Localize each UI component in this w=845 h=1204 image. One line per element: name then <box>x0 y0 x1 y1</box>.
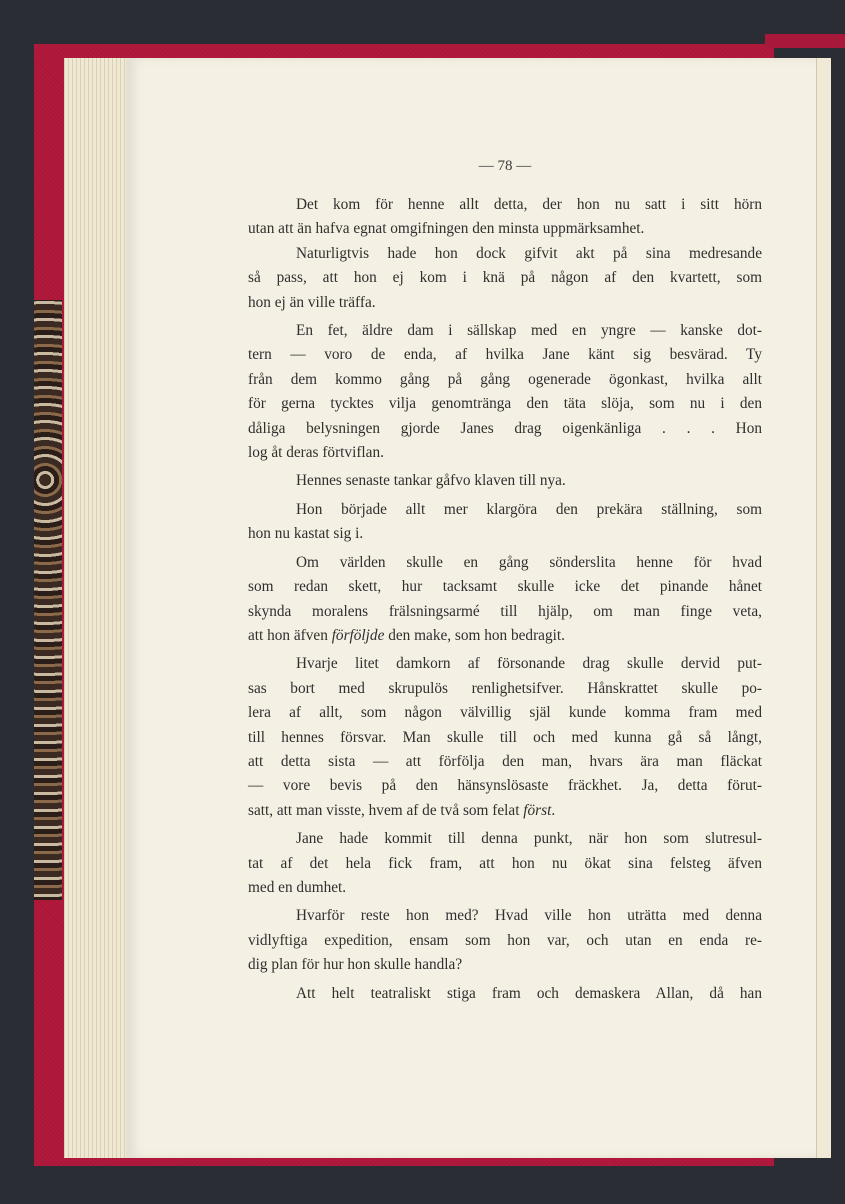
text-segment: log åt deras förtviflan. <box>248 444 384 462</box>
text-segment: skynda moralens frälsningsarmé till hjälp, om man finge veta, <box>248 602 762 620</box>
text-segment: för gerna tycktes vilja genomtränga den täta slöja, som nu i den <box>248 395 762 413</box>
text-line <box>248 441 762 465</box>
text-line <box>248 852 762 876</box>
paragraph <box>248 827 762 900</box>
text-line <box>248 904 762 928</box>
paragraph <box>248 551 762 649</box>
text-segment: Att helt teatraliskt stiga fram och demaskera Allan, då han <box>296 984 762 1002</box>
text-line <box>248 575 762 599</box>
text-line <box>248 953 762 977</box>
marbled-endpaper <box>34 300 62 900</box>
emphasized-text: först <box>523 801 552 819</box>
text-line <box>248 799 762 823</box>
text-line <box>248 368 762 392</box>
next-page-edge <box>816 58 831 1158</box>
paragraph <box>248 982 762 1006</box>
text-line <box>248 701 762 725</box>
text-segment: att detta sista — att förfölja den man, hvars ära man fläckat <box>248 752 762 770</box>
emphasized-text: förföljde <box>331 626 385 644</box>
text-segment: Jane hade kommit till denna punkt, när hon som slutresul- <box>296 830 762 848</box>
text-line <box>248 876 762 900</box>
text-line <box>248 750 762 774</box>
text-line <box>248 774 762 798</box>
text-segment: Hvarför reste hon med? Hvad ville hon uträtta med denna <box>296 907 762 925</box>
text-line <box>248 929 762 953</box>
text-segment: satt, att man visste, hvem af de två som felat <box>248 801 524 819</box>
text-line <box>248 343 762 367</box>
text-line <box>248 982 762 1006</box>
text-segment: till hennes försvar. Man skulle till och med kunna gå så långt, <box>248 728 762 746</box>
text-segment: Hennes senaste tankar gåfvo klaven till nya. <box>296 472 566 490</box>
text-segment: Hvarje litet damkorn af försonande drag skulle dervid put- <box>296 655 762 673</box>
paragraph <box>248 319 762 465</box>
text-line <box>248 319 762 343</box>
text-line <box>248 677 762 701</box>
text-segment: Hon började allt mer klargöra den prekära ställning, som <box>296 500 762 518</box>
text-segment: En fet, äldre dam i sällskap med en yngre — kanske dot- <box>296 322 762 340</box>
paragraph <box>248 652 762 823</box>
text-segment: vidlyftiga expedition, ensam som hon var, och utan en enda re- <box>248 931 762 949</box>
text-segment: tat af det hela fick fram, att hon nu ökat sina felsteg äfven <box>248 854 762 872</box>
text-line <box>248 624 762 648</box>
text-segment: som redan skett, hur tacksamt skulle icke det pinande hånet <box>248 578 762 596</box>
page-number: — 78 — <box>478 158 532 174</box>
text-segment: Om världen skulle en gång sönderslita henne för hvad <box>296 553 762 571</box>
text-line <box>248 726 762 750</box>
paragraph <box>248 469 762 493</box>
text-segment: . <box>551 801 556 819</box>
text-line <box>248 266 762 290</box>
text-line <box>248 522 762 546</box>
text-segment: hon nu kastat sig i. <box>248 525 364 543</box>
paragraph <box>248 498 762 547</box>
text-segment: hon ej än ville träffa. <box>248 293 376 311</box>
text-line <box>248 217 762 241</box>
text-segment: med en dumhet. <box>248 878 347 896</box>
text-line <box>248 498 762 522</box>
text-segment: så pass, att hon ej kom i knä på någon af den kvartett, som <box>248 269 762 287</box>
text-segment: — vore bevis på den hänsynslösaste fräckhet. Ja, detta förut- <box>248 777 762 795</box>
text-segment: Naturligtvis hade hon dock gifvit akt på sina medresande <box>296 244 762 262</box>
text-line <box>248 193 762 217</box>
paragraph <box>248 904 762 977</box>
text-line <box>248 469 762 493</box>
text-segment: dåliga belysningen gjorde Janes drag oigenkänliga . . . Hon <box>248 419 762 437</box>
text-line <box>248 291 762 315</box>
text-segment: dig plan för hur hon skulle handla? <box>248 956 463 974</box>
book-cover-edge <box>765 34 845 48</box>
text-line <box>248 392 762 416</box>
text-segment: från dem kommo gång på gång ogenerade ögonkast, hvilka allt <box>248 370 762 388</box>
text-segment: att hon äfven <box>248 626 332 644</box>
text-line <box>248 652 762 676</box>
text-segment: sas bort med skrupulös renlighetsifver. Hånskrattet skulle po- <box>248 679 762 697</box>
text-line <box>248 417 762 441</box>
paragraph <box>248 193 762 315</box>
text-line <box>248 242 762 266</box>
text-line <box>248 827 762 851</box>
text-segment: tern — voro de enda, af hvilka Jane känt sig besvärad. Ty <box>248 346 762 364</box>
text-segment: lera af allt, som någon välvillig själ kunde komma fram med <box>248 704 762 722</box>
body-text <box>248 193 762 1010</box>
page-edges <box>64 58 134 1158</box>
text-segment: den make, som hon bedragit. <box>384 626 565 644</box>
text-segment: Det kom för henne allt detta, der hon nu satt i sitt hörn <box>296 196 762 213</box>
text-line <box>248 551 762 575</box>
text-segment: utan att än hafva egnat omgifningen den minsta uppmärksamhet. <box>248 220 645 238</box>
text-line <box>248 600 762 624</box>
